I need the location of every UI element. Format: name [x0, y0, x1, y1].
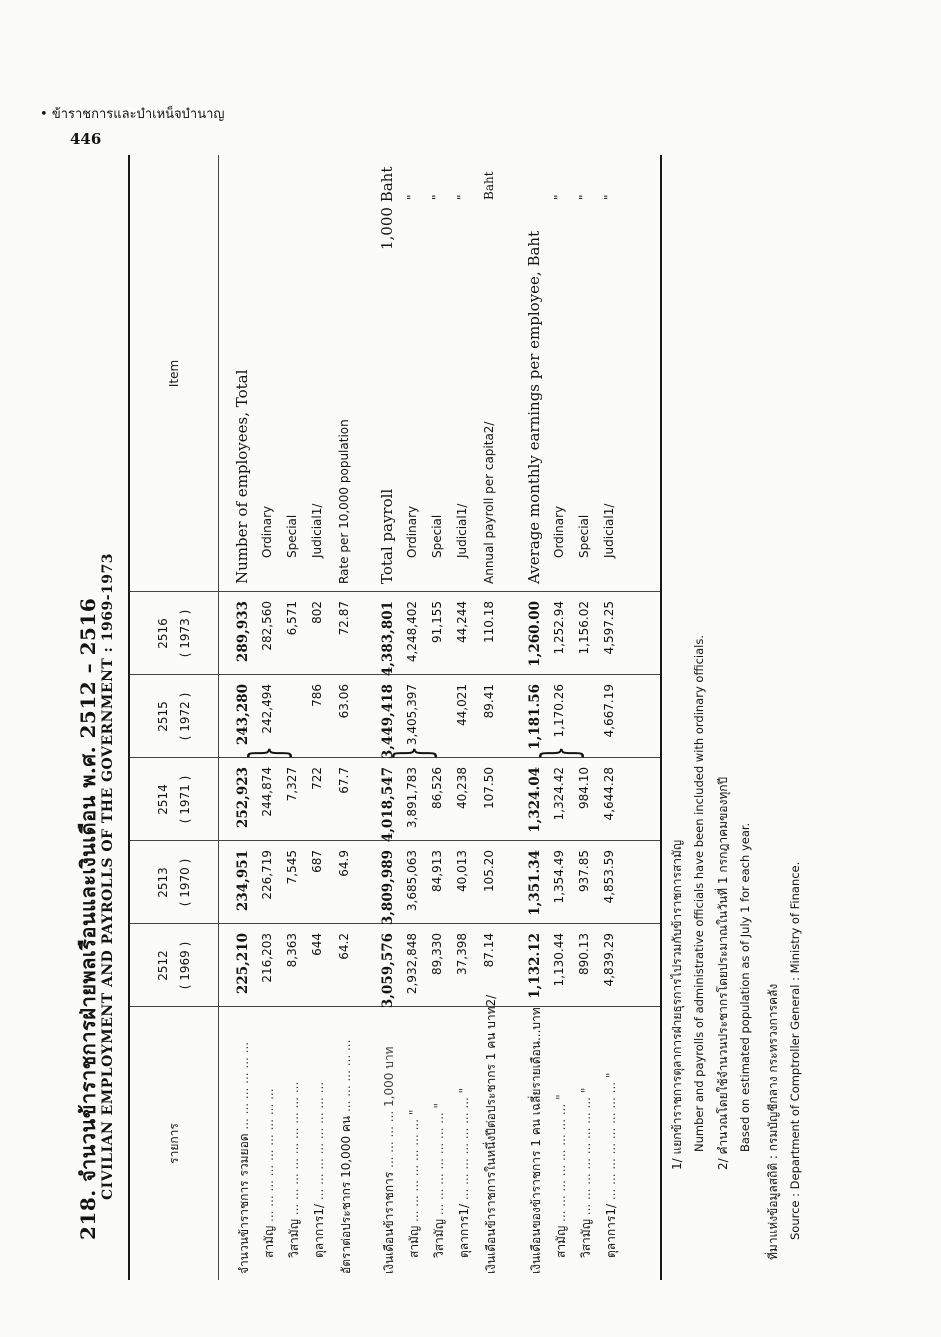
table-cell: 3,449,418 — [380, 684, 396, 760]
table-cell: 64.9 — [337, 850, 351, 877]
table-cell: 63.06 — [337, 684, 351, 719]
table-number: 218. — [76, 1189, 100, 1240]
row-unit: " — [405, 194, 419, 200]
year-be: 2514 — [156, 784, 170, 815]
table-cell: 890.13 — [577, 933, 591, 975]
table-cell: 1,170.26 — [552, 684, 566, 738]
table-title-english: CIVILIAN EMPLOYMENT AND PAYROLLS OF THE GOVERNMENT : 1969-1973 — [100, 553, 116, 1200]
table-cell: 87.14 — [482, 933, 496, 968]
row-label-thai — [310, 1082, 329, 1258]
footnote-1-thai: 1/ แยกข้าราชการตุลาการฝ่ายธุรการไปรวมกับข้าราชการสามัญ — [670, 839, 684, 1170]
table-cell: 64.2 — [337, 933, 351, 960]
table-cell: 282,560 — [260, 601, 274, 651]
table-cell: 3,405,397 — [405, 684, 419, 746]
table-cell: 4,383,801 — [380, 601, 396, 677]
row-label-english: Ordinary — [405, 505, 419, 558]
header-year-1972 — [130, 675, 218, 758]
table-cell: 1,156.02 — [577, 601, 591, 655]
row-label-thai-text: วิสามัญ — [287, 1219, 301, 1258]
table-cell: 2,932,848 — [405, 933, 419, 995]
row-label-english: Ordinary — [552, 505, 566, 558]
table-cell: 89.41 — [482, 684, 496, 719]
row-label-leader: ... ... ... ... ... ... ... ... ... — [287, 1081, 301, 1220]
table-cell: 91,155 — [430, 601, 444, 643]
table-cell: 984.10 — [577, 767, 591, 809]
table-cell: 3,685,063 — [405, 850, 419, 912]
table-cell: 105.20 — [482, 850, 496, 892]
source-thai: ที่มาแห่งข้อมูลสถิติ : กรมบัญชีกลาง กระทรวงการคลัง — [766, 983, 780, 1260]
rotated-table-page — [70, 100, 870, 1280]
table-cell: 3,059,576 — [380, 933, 396, 1009]
table-cell: 4,248,402 — [405, 601, 419, 663]
table-cell: 786 — [310, 684, 324, 707]
table-cell: 44,244 — [455, 601, 469, 643]
header-rule — [218, 155, 219, 1280]
table-cell: 67.7 — [337, 767, 351, 794]
year-ce: ( 1973 ) — [178, 609, 192, 658]
year-be: 2515 — [156, 701, 170, 732]
title-thai-text: จำนวนข้าราชการฝ่ายพลเรือนและเงินเดือน พ.ศ. 2512 – 2516 — [76, 597, 100, 1182]
row-label-leader: ... ... ... ... ... ... — [237, 1041, 251, 1134]
row-label-thai-text: สามัญ — [554, 1225, 568, 1258]
row-unit: " — [602, 194, 616, 200]
table-cell: 6,571 — [285, 601, 299, 636]
table-cell: 4,667.19 — [602, 684, 616, 738]
table-cell: 1,132.12 — [527, 933, 543, 999]
table-cell: 3,809,989 — [380, 850, 396, 926]
row-unit: 1,000 Baht — [378, 166, 396, 250]
header-thai-label: รายการ — [167, 1123, 181, 1164]
row-label-thai — [285, 1082, 304, 1258]
table-cell: 7,327 — [285, 767, 299, 802]
row-label-english: Ordinary — [260, 505, 274, 558]
table-cell: 802 — [310, 601, 324, 624]
header-year-1971 — [130, 758, 218, 841]
row-label-english: Judicial1/ — [602, 503, 616, 558]
table-cell: 84,913 — [430, 850, 444, 892]
row-label-english: Average monthly earnings per employee, Baht — [525, 230, 543, 584]
table-cell: 1,324.04 — [527, 767, 543, 833]
year-be: 2513 — [156, 867, 170, 898]
row-label-leader: ... ... ... ... ... ... ... ... " — [604, 1072, 618, 1204]
row-label-thai-text: เงินเดือนของข้าราชการ 1 คน เฉลี่ยรายเดือน...บาท — [529, 1007, 543, 1274]
row-unit: " — [552, 194, 566, 200]
merge-brace: } — [242, 746, 297, 760]
row-label-thai — [602, 1073, 621, 1258]
row-label-thai-text: วิสามัญ — [579, 1219, 593, 1258]
row-label-leader: ... ... ... ... 1,000 บาท — [382, 1046, 396, 1172]
row-label-leader: ... ... ... ... ... ... ... ... " — [579, 1087, 593, 1220]
table-cell: 7,545 — [285, 850, 299, 885]
row-label-leader: ... ... ... ... ... ... ... ... ... — [262, 1088, 276, 1226]
table-cell: 244,874 — [260, 767, 274, 817]
table-cell: 234,951 — [235, 850, 251, 912]
row-label-thai-text: จำนวนข้าราชการ รวมยอด — [237, 1133, 251, 1274]
table-cell: 937.85 — [577, 850, 591, 892]
row-label-thai — [260, 1088, 279, 1258]
merge-brace: } — [387, 746, 442, 760]
row-unit: Baht — [482, 171, 496, 200]
table-cell: 4,644.28 — [602, 767, 616, 821]
row-unit: " — [430, 194, 444, 200]
table-cell: 289,933 — [235, 601, 251, 663]
row-label-thai — [380, 1047, 399, 1274]
header-year-1973 — [130, 592, 218, 675]
footnote-2-thai: 2/ คำนวณโดยใช้จำนวนประชากรโดยประมาณในวันที่ 1 กรกฎาคมของทุกปี — [716, 776, 730, 1170]
table-cell: 107.50 — [482, 767, 496, 809]
row-label-thai — [455, 1088, 474, 1258]
table-cell: 40,238 — [455, 767, 469, 809]
row-label-thai-text: ตุลาการ1/ — [312, 1203, 326, 1258]
header-year-1970 — [130, 841, 218, 924]
page-number: 446 — [70, 130, 102, 148]
row-label-english: Special — [577, 514, 591, 558]
row-label-english: Special — [430, 514, 444, 558]
table-cell: 1,260.00 — [527, 601, 543, 667]
merge-brace: } — [534, 746, 589, 760]
table-cell: 687 — [310, 850, 324, 873]
year-ce: ( 1972 ) — [178, 692, 192, 741]
table-cell: 110.18 — [482, 601, 496, 643]
table-cell: 252,923 — [235, 767, 251, 829]
table-cell: 1,181.56 — [527, 684, 543, 750]
row-label-thai — [527, 1007, 546, 1274]
row-label-english: Annual payroll per capita2/ — [482, 421, 496, 584]
table-cell: 216,203 — [260, 933, 274, 983]
running-header-text: ข้าราชการและบำเหน็จบำนาญ — [51, 107, 225, 122]
year-ce: ( 1969 ) — [178, 941, 192, 990]
row-label-thai — [430, 1103, 449, 1258]
row-label-thai — [405, 1110, 424, 1258]
table-cell: 1,130.44 — [552, 933, 566, 987]
row-label-english: Judicial1/ — [310, 503, 324, 558]
footnote-2-english: Based on estimated population as of July 1 for each year. — [738, 822, 752, 1152]
row-label-thai-text: ตุลาการ1/ — [604, 1203, 618, 1258]
row-label-thai — [577, 1088, 596, 1258]
header-thai-item — [130, 1007, 218, 1280]
row-label-english: Total payroll — [378, 488, 396, 584]
table-cell: 4,839.29 — [602, 933, 616, 987]
table-cell: 72.87 — [337, 601, 351, 636]
table-cell: 3,891,783 — [405, 767, 419, 829]
row-label-leader: ... ... ... ... ... ... ... ... " — [554, 1094, 568, 1226]
table-cell: 644 — [310, 933, 324, 956]
row-label-thai-text: สามัญ — [407, 1225, 421, 1258]
table-cell: 86,526 — [430, 767, 444, 809]
row-label-leader: ... ... ... ... ... ... ... " — [407, 1109, 421, 1226]
table-cell: 225,210 — [235, 933, 251, 995]
row-label-leader: ... ... ... ... ... ... ... " — [457, 1087, 471, 1204]
row-label-thai — [337, 1040, 356, 1274]
row-label-english: Number of employees, Total — [233, 369, 251, 584]
row-label-thai-text: เงินเดือนข้าราชการ — [382, 1171, 396, 1274]
row-unit: " — [455, 194, 469, 200]
row-label-thai-text: วิสามัญ — [432, 1219, 446, 1258]
row-label-thai — [552, 1094, 571, 1258]
table-cell: 40,013 — [455, 850, 469, 892]
year-be: 2516 — [156, 618, 170, 649]
table-cell: 4,597.25 — [602, 601, 616, 655]
table-cell: 722 — [310, 767, 324, 790]
header-english-item — [130, 155, 218, 592]
year-ce: ( 1971 ) — [178, 775, 192, 824]
data-table — [128, 155, 662, 1280]
row-label-thai-text: สามัญ — [262, 1225, 276, 1258]
table-cell: 243,280 — [235, 684, 251, 746]
table-cell: 4,853.59 — [602, 850, 616, 904]
footnote-1-english: Number and payrolls of administrative officials have been included with ordinary officials. — [692, 635, 706, 1152]
year-ce: ( 1970 ) — [178, 858, 192, 907]
table-cell: 4,018,547 — [380, 767, 396, 843]
table-cell: 44,021 — [455, 684, 469, 726]
table-cell: 1,324.42 — [552, 767, 566, 821]
row-label-english: Special — [285, 514, 299, 558]
table-cell: 8,363 — [285, 933, 299, 968]
row-label-thai — [235, 1042, 254, 1274]
row-label-english: Judicial1/ — [455, 503, 469, 558]
bullet-icon: • — [40, 107, 48, 122]
row-label-thai-text: อัตราต่อประชากร 10,000 คน — [339, 1115, 353, 1274]
header-year-1969 — [130, 924, 218, 1007]
table-cell: 226,719 — [260, 850, 274, 900]
row-label-leader: ... ... ... ... ... — [339, 1039, 353, 1116]
row-label-leader: ... ... ... ... ... ... ... ... — [312, 1081, 326, 1204]
row-label-thai-text: ตุลาการ1/ — [457, 1203, 471, 1258]
year-be: 2512 — [156, 950, 170, 981]
table-cell: 89,330 — [430, 933, 444, 975]
row-label-leader: ... ... ... ... ... ... ... " — [432, 1102, 446, 1220]
source-english: Source : Department of Comptroller General : Ministry of Finance. — [788, 861, 802, 1240]
header-item-label: Item — [167, 359, 181, 388]
row-label-thai — [482, 995, 501, 1274]
table-cell: 1,351.34 — [527, 850, 543, 916]
row-label-english: Rate per 10,000 population — [337, 419, 351, 584]
row-label-thai-text: เงินเดือนข้าราชการในหนึ่งปีต่อประชากร 1 คน บาท2/ — [484, 994, 498, 1274]
row-unit: " — [577, 194, 591, 200]
table-cell: 1,354.49 — [552, 850, 566, 904]
table-cell: 242,494 — [260, 684, 274, 734]
table-cell: 37,398 — [455, 933, 469, 975]
table-cell: 1,252.94 — [552, 601, 566, 655]
